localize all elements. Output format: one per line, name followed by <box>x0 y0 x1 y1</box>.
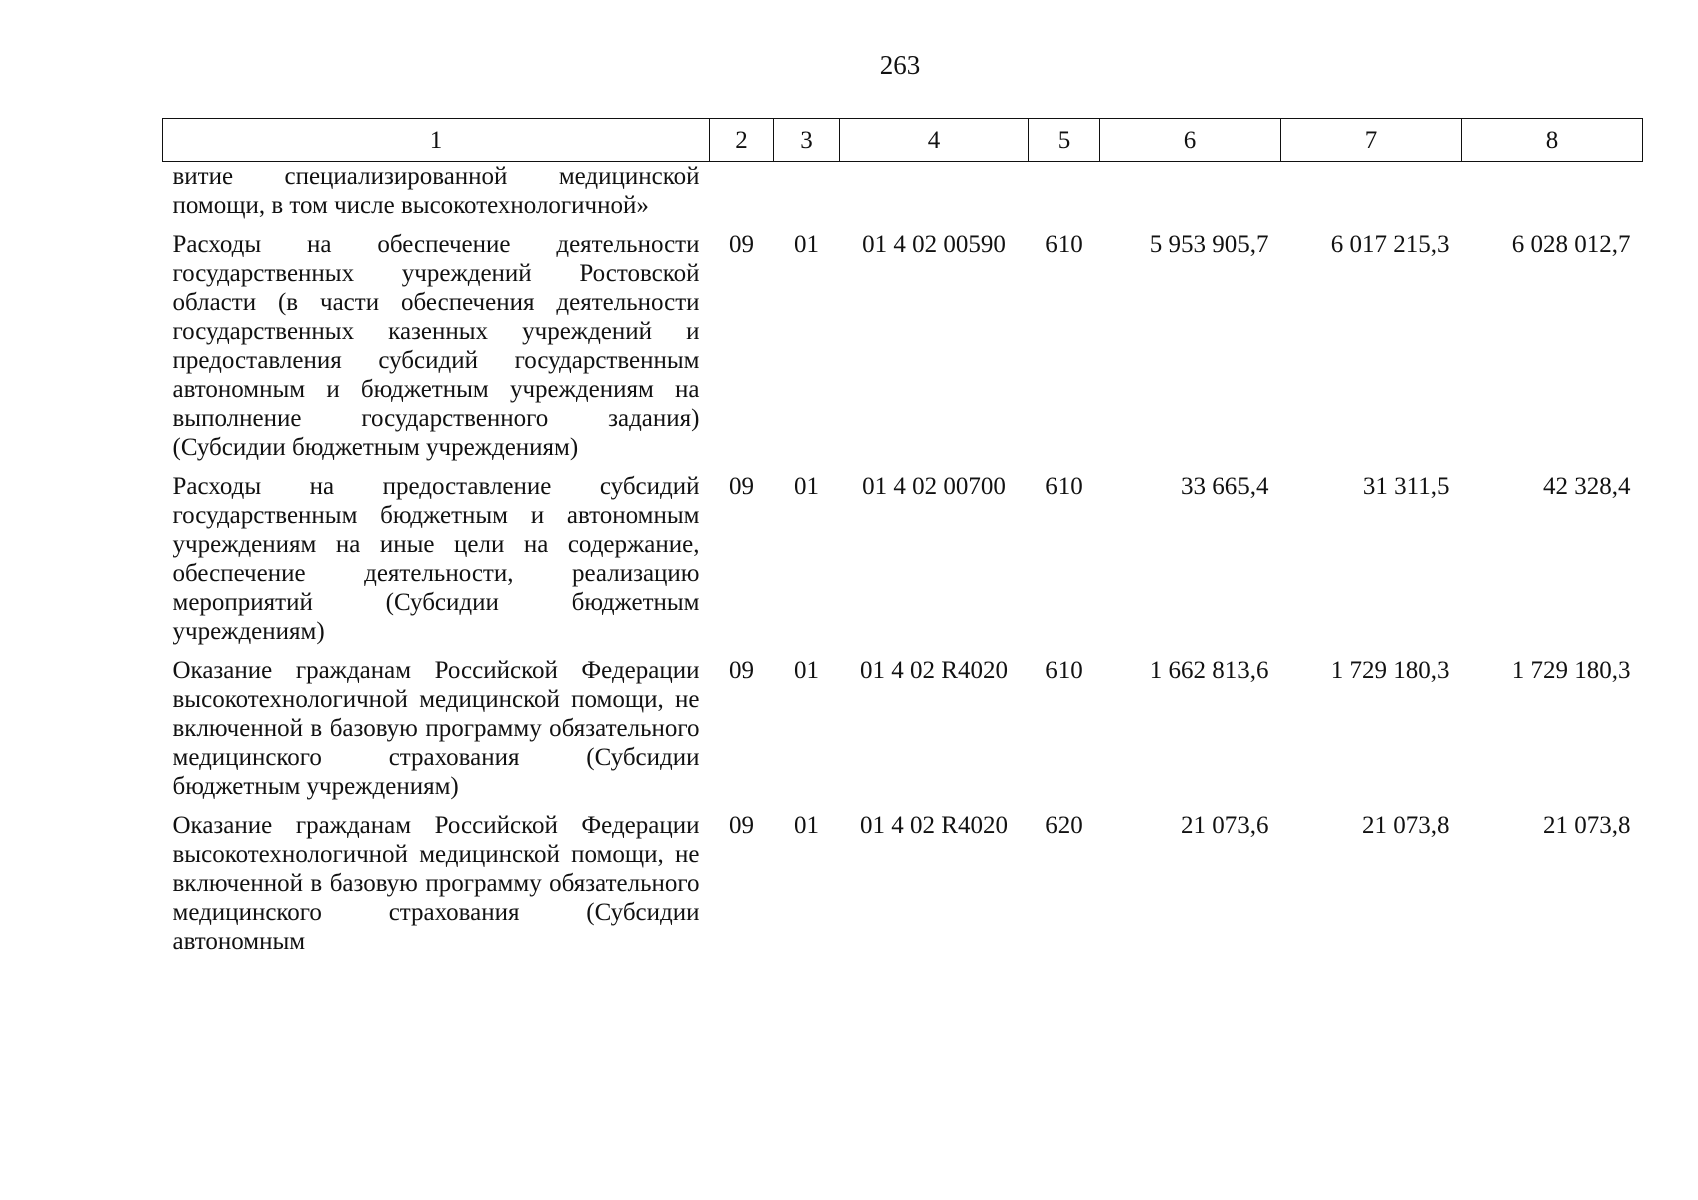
column-header-8: 8 <box>1462 119 1643 162</box>
row-expense-type: 610 <box>1045 473 1083 500</box>
column-header-1: 1 <box>163 119 710 162</box>
row-amount-col6: 33 665,4 <box>1181 473 1269 500</box>
row-expense-type: 620 <box>1045 812 1083 839</box>
row-subsection: 01 <box>794 231 819 258</box>
row-section: 09 <box>729 231 754 258</box>
row-subsection: 01 <box>794 657 819 684</box>
row-amount-col8: 21 073,8 <box>1543 812 1631 839</box>
row-expense-type: 610 <box>1045 231 1083 258</box>
row-description: Оказание гражданам Российской Федерации высокотехнологичной медицинской помощи, не включенной в базовую программу обязательного медицинского страхования (Субсидии бюджетным учреждениям) <box>172 657 700 800</box>
row-amount-col8 <box>1462 162 1643 231</box>
row-description: Расходы на обеспечение деятельности государственных учреждений Ростовской области (в части обеспечения деятельности государственных казенных учреждений и предоставления субсидий государственным автономным и бюджетным учреждениям на выполнение государственного задания) (Субсидии бюджетным учреждениям) <box>172 231 700 461</box>
row-amount-col7: 31 311,5 <box>1362 473 1450 500</box>
row-amount-col7: 21 073,8 <box>1362 812 1450 839</box>
table-row <box>163 230 1643 472</box>
table-body <box>163 162 1643 957</box>
row-target-code: 01 4 02 00590 <box>862 231 1006 258</box>
row-amount-col6: 1 662 813,6 <box>1149 657 1269 684</box>
header-row <box>163 119 1643 162</box>
row-subsection <box>774 162 840 231</box>
row-amount-col7: 1 729 180,3 <box>1330 657 1450 684</box>
table-row <box>163 472 1643 656</box>
table-row <box>163 162 1643 231</box>
row-description: Оказание гражданам Российской Федерации высокотехнологичной медицинской помощи, не включенной в базовую программу обязательного медицинского страхования (Субсидии автономным <box>172 812 700 955</box>
table-row <box>163 656 1643 811</box>
column-header-4: 4 <box>840 119 1029 162</box>
row-description: Расходы на предоставление субсидий государственным бюджетным и автономным учреждениям на иные цели на содержание, обеспечение деятельности, реализацию мероприятий (Субсидии бюджетным учреждениям) <box>172 473 700 645</box>
row-target-code: 01 4 02 00700 <box>862 473 1006 500</box>
page-number: 263 <box>879 50 921 80</box>
column-header-3: 3 <box>774 119 840 162</box>
row-target-code: 01 4 02 R4020 <box>860 657 1008 684</box>
row-section: 09 <box>729 657 754 684</box>
row-subsection: 01 <box>794 473 819 500</box>
row-target-code: 01 4 02 R4020 <box>860 812 1008 839</box>
row-target-code <box>840 162 1029 231</box>
row-amount-col8: 1 729 180,3 <box>1511 657 1631 684</box>
row-subsection: 01 <box>794 812 819 839</box>
table-header <box>163 119 1643 162</box>
row-amount-col6: 5 953 905,7 <box>1149 231 1269 258</box>
row-description: витие специализированной медицинской помощи, в том числе высокотехнологичной» <box>172 163 700 219</box>
budget-table <box>162 118 1643 956</box>
column-header-7: 7 <box>1281 119 1462 162</box>
table-row <box>163 811 1643 956</box>
row-amount-col8: 42 328,4 <box>1543 473 1631 500</box>
row-section: 09 <box>729 812 754 839</box>
row-amount-col6: 21 073,6 <box>1181 812 1269 839</box>
row-amount-col8: 6 028 012,7 <box>1511 231 1631 258</box>
column-header-6: 6 <box>1100 119 1281 162</box>
row-section: 09 <box>729 473 754 500</box>
row-amount-col6 <box>1100 162 1281 231</box>
column-header-2: 2 <box>710 119 774 162</box>
row-expense-type: 610 <box>1045 657 1083 684</box>
row-expense-type <box>1029 162 1100 231</box>
row-amount-col7: 6 017 215,3 <box>1330 231 1450 258</box>
row-amount-col7 <box>1281 162 1462 231</box>
row-section <box>710 162 774 231</box>
column-header-5: 5 <box>1029 119 1100 162</box>
